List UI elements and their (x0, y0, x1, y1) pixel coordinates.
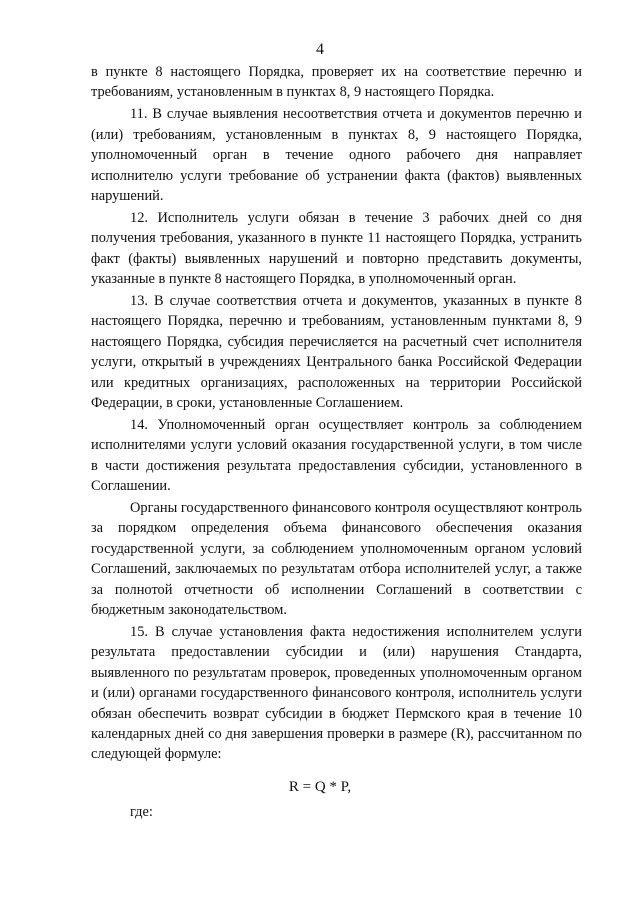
body-text (91, 62, 582, 766)
formula: R = Q * P, (288, 779, 352, 795)
paragraph-financial-control: Органы государственного финансового контроля осуществляют контроль за порядком определения объема финансового обеспечения оказания государственной услуги, за соблюдением уполномоченным органом условий Соглашений, заключаемых по результатам отбора исполнителей услуг, а также за полнотой отчетности об исполнении Соглашений в соответствии с бюджетным законодательством. (91, 500, 582, 619)
paragraph-item-13: 13. В случае соответствия отчета и документов, указанных в пункте 8 настоящего Порядка, перечню и требованиям, установленным пунктами 8, 9 настоящего Порядка, субсидия перечисляется на расчетный счет исполнителя услуги, открытый в учреждениях Центрального банка Российской Федерации или кредитных организациях, расположенных на территории Российской Федерации, в сроки, установленные Соглашением. (91, 292, 582, 411)
paragraph-item-14: 14. Уполномоченный орган осуществляет контроль за соблюдением исполнителями услуги условий оказания государственной услуги, в том числе в части достижения результата предоставления субсидии, установленного в Соглашении. (91, 416, 582, 495)
page-number: 4 (316, 41, 324, 58)
paragraph-item-11: 11. В случае выявления несоответствия отчета и документов перечню и (или) требованиям, установленным в пунктах 8, 9 настоящего Порядка, уполномоченный орган в течение одного рабочего дня направляет исполнителю услуги требование об устранении факта (фактов) выявленных нарушений. (91, 106, 582, 204)
paragraph-item-12: 12. Исполнитель услуги обязан в течение 3 рабочих дней со дня получения требования, указанного в пункте 11 настоящего Порядка, устранить факт (факты) выявленных нарушений и повторно представить документы, указанные в пункте 8 настоящего Порядка, в уполномоченный орган. (91, 209, 582, 288)
paragraph-item-15: 15. В случае установления факта недостижения исполнителем услуги результата предоставлении субсидии и (или) нарушения Стандарта, выявленного по результатам проверок, проведенных уполномоченным органом и (или) органами государственного финансового контроля, исполнитель услуги обязан обеспечить возврат субсидии в бюджет Пермского края в течение 10 календарных дней со дня завершения проверки в размере (R), рассчитанном по следующей формуле: (91, 623, 582, 763)
paragraph-continuation: в пункте 8 настоящего Порядка, проверяет их на соответствие перечню и требованиям, установленным в пунктах 8, 9 настоящего Порядка. (91, 64, 582, 101)
where-label: где: (130, 804, 153, 820)
